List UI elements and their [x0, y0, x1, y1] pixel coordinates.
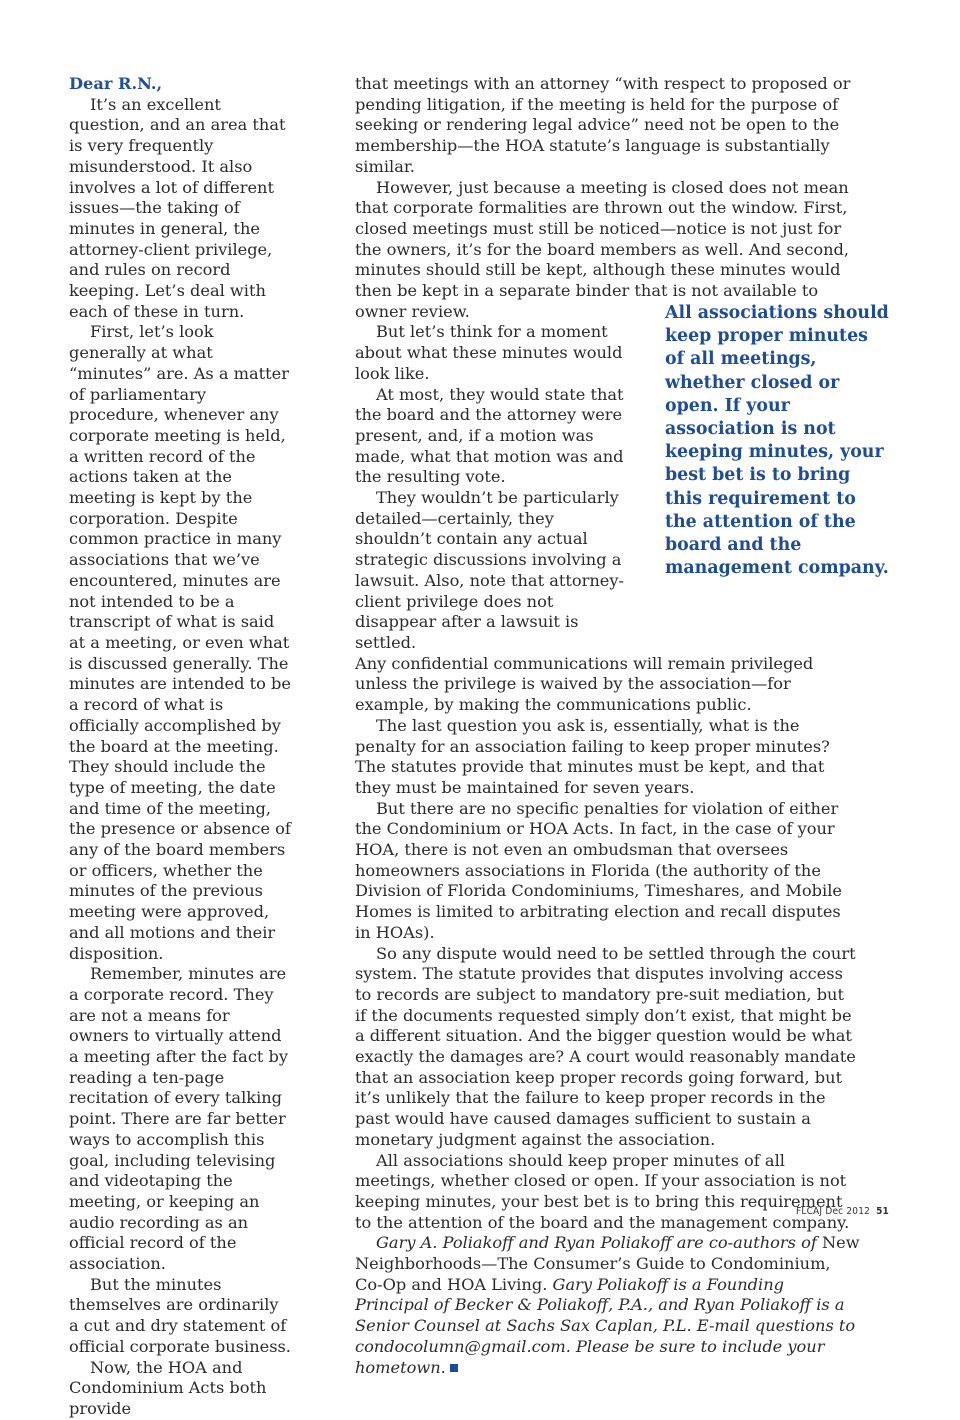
body-paragraph: First, let’s look generally at what “minutes” are. As a matter of parliamentary procedure, whenever any corporate meeting is held, a written record of the actions taken at the meeting is kept by the corporation. Despite common practice in many associations that we’ve encountered, minutes are not intended to be a transcript of what is said at a meeting, or even what is discussed generally. The minutes are intended to be a record of what is officially accomplished by the board at the meeting. They should include the type of meeting, the date and time of the meeting, the presence or absence of any of the board members or officers, whether the minutes of the previous meeting were approved, and all motions and their disposition. — [69, 322, 291, 963]
body-paragraph: But let’s think for a moment about what these minutes would look like. — [355, 322, 623, 383]
body-paragraph: Now, the HOA and Condominium Acts both provide — [69, 1357, 267, 1418]
pull-quote: All associations should keep proper minutes of all meetings, whether closed or open. If your association is not keeping minutes, your best bet is to bring this requirement to the attention of the board and the management company. — [665, 303, 889, 579]
book-title: New Neighborhoods—The Consumer’s Guide to Condominium, Co-Op and HOA Living — [355, 1233, 860, 1294]
bio-text: . Gary Poliakoff is a Founding Principal of Becker & Poliakoff, P.A., and Ryan Poliakoff is a Senior Counsel at Sachs Sax Caplan, P.L. E-mail questions to condocolumn@gmail.com. Please be sure to include your hometown. — [355, 1274, 856, 1377]
body-paragraph: The last question you ask is, essentially, what is the penalty for an association failing to keep proper minutes? The statutes provide that minutes must be kept, and that they must be maintained for seven years. — [355, 715, 830, 797]
right-column — [355, 74, 860, 1378]
body-paragraph: Remember, minutes are a corporate record. They are not a means for owners to virtually attend a meeting after the fact by reading a ten-page recitation of every talking point. There are far better ways to accomplish this goal, including televising and videotaping the meeting, or keeping an audio recording as an official record of the association. — [69, 964, 289, 1274]
body-paragraph: It’s an excellent question, and an area that is very frequently misunderstood. It also involves a lot of different issues—the taking of minutes in general, the attorney-client privilege, and rules on record keeping. Let’s deal with each of these in turn. — [69, 94, 286, 321]
bio-text: Gary A. Poliakoff and Ryan Poliakoff are co-authors of — [376, 1233, 822, 1253]
author-bio — [355, 1233, 860, 1378]
body-paragraph: However, just because a meeting is closed does not mean that corporate formalities are thrown out the window. First, closed meetings must still be noticed—notice is not just for the owners, it’s for the board members as well. And second, minutes should still be kept, although these minutes would then be kept in a separate binder that is not available to owner review. — [355, 177, 850, 321]
body-paragraph: that meetings with an attorney “with respect to proposed or pending litigation, if the meeting is held for the purpose of seeking or rendering legal advice” need not be open to the membership—the HOA statute’s language is substantially similar. — [355, 74, 851, 176]
body-paragraph: All associations should keep proper minutes of all meetings, whether closed or open. If your association is not keeping minutes, your best bet is to bring this requirement to the attention of the board and the management company. — [355, 1150, 850, 1232]
body-paragraph: Any confidential communications will remain privileged unless the privilege is waived by the association—for example, by making the communications public. — [355, 653, 814, 715]
body-paragraph: But the minutes themselves are ordinarily a cut and dry statement of official corporate business. — [69, 1274, 291, 1356]
body-paragraph: At most, they would state that the board and the attorney were present, and, if a motion was made, what that motion was and the resulting vote. — [355, 384, 624, 487]
body-paragraph: So any dispute would need to be settled through the court system. The statute provides that disputes involving access to records are subject to mandatory pre-suit mediation, but if the documents requested simply don’t exist, that might be a different situation. And the bigger question would be what exactly the damages are? A court would reasonably mandate that an association keep proper records going forward, but it’s unlikely that the failure to keep proper records in the past would have caused damages sufficient to sustain a monetary judgment against the association. — [355, 943, 856, 1149]
left-column — [69, 74, 291, 1420]
page-footer — [796, 1206, 889, 1217]
body-paragraph: But there are no specific penalties for violation of either the Condominium or HOA Acts. In fact, in the case of your HOA, there is not even an ombudsman that oversees homeowners associations in Florida (the authority of the Division of Florida Condominiums, Timeshares, and Mobile Homes is limited to arbitrating election and recall disputes in HOAs). — [355, 798, 842, 942]
end-mark-icon — [450, 1364, 458, 1372]
letter-greeting: Dear R.N., — [69, 74, 163, 93]
narrow-text-block — [355, 322, 625, 653]
body-paragraph: They wouldn’t be particularly detailed—certainly, they shouldn’t contain any actual strategic discussions involving a lawsuit. Also, note that attorney-client privilege does not disappear after a lawsuit is settled. — [355, 488, 624, 652]
page-number: 51 — [876, 1206, 889, 1217]
publication-label: FLCAJ Dec 2012 — [795, 1206, 871, 1217]
